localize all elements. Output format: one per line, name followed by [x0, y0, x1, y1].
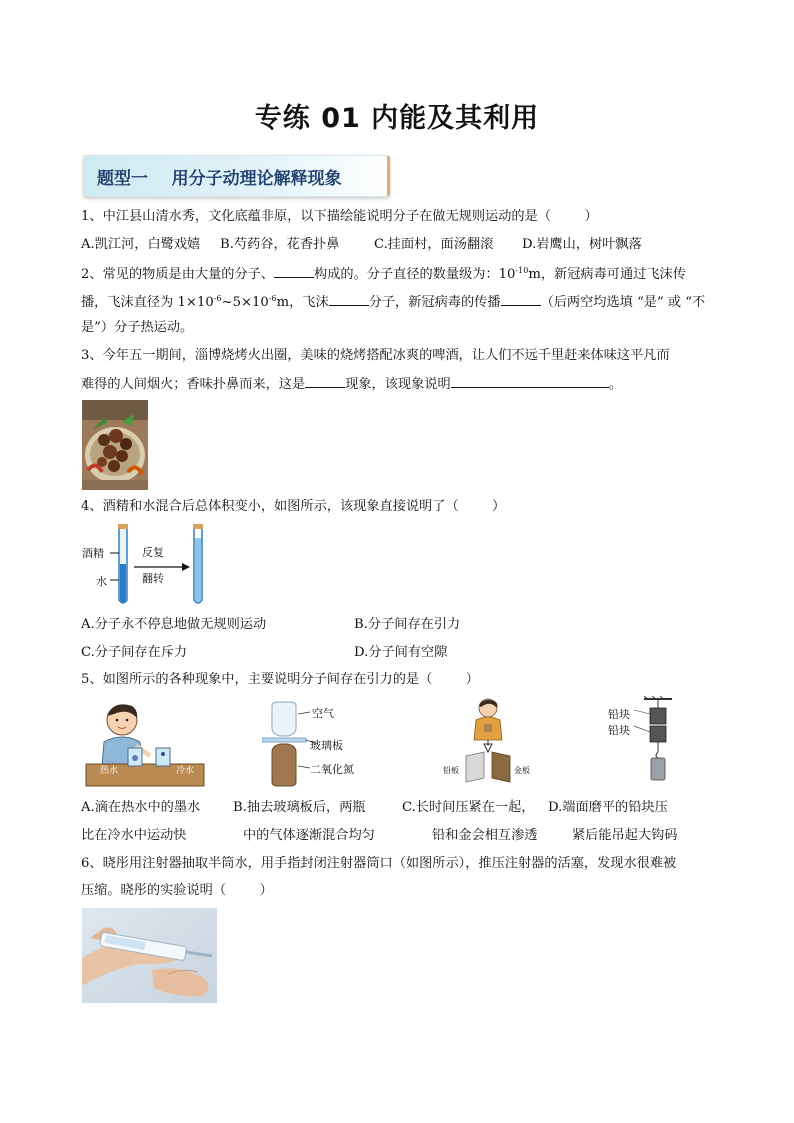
question-2-line-1 — [81, 265, 686, 283]
lead-block-label-bottom: 铅块 — [608, 724, 630, 737]
nitrogen-dioxide-label: 二氧化氮 — [310, 763, 354, 776]
arrow-label-bottom: 翻转 — [142, 572, 164, 585]
question-6-line-2: 压缩。晓彤的实验说明（ ） — [81, 883, 273, 898]
answer-blank — [501, 293, 541, 306]
question-6-line-1: 6、晓彤用注射器抽取半筒水，用手指封闭注射器筒口（如图所示），推压注射器的活塞，发现水很难被 — [81, 856, 677, 871]
q1-option-b: B.芍药谷，花香扑鼻 — [220, 237, 340, 252]
lead-block-figure — [608, 696, 688, 790]
q2-text: m，新冠病毒可通过飞沫传 — [528, 267, 686, 282]
q1-option-c: C.挂面村，面汤翻滚 — [374, 237, 494, 252]
question-3-line-1: 3、今年五一期间，淄博烧烤火出圈，美味的烧烤搭配冰爽的啤酒，让人们不远千里赶来体味这平凡而 — [81, 348, 670, 363]
gold-plate-label: 金板 — [514, 766, 530, 775]
answer-blank — [451, 375, 609, 388]
glass-plate-label: 玻璃板 — [310, 739, 343, 752]
cold-water-label: 冷水 — [176, 766, 195, 776]
q4-option-b: B.分子间存在引力 — [354, 617, 461, 632]
test-tube-figure — [82, 522, 222, 608]
q5-option-c-line-1: C.长时间压紧在一起， — [402, 800, 535, 815]
hot-water-label: 热水 — [100, 766, 119, 776]
page-title: 专练 01 内能及其利用 — [254, 103, 540, 134]
lead-gold-figure — [440, 696, 540, 788]
question-4-stem: 4、酒精和水混合后总体积变小，如图所示，该现象直接说明了（ ） — [81, 499, 506, 514]
q2-text: 播，飞沫直径为 1×10 — [81, 295, 214, 310]
q2-text: 2、常见的物质是由大量的分子、 — [81, 267, 275, 282]
q4-option-c: C.分子间存在斥力 — [81, 645, 188, 660]
q1-option-a: A.凯江河，白鹭戏嬉 — [81, 237, 201, 252]
answer-blank — [274, 265, 314, 278]
q2-text: （后两空均选填 “是” 或 “不 — [540, 295, 706, 310]
barbecue-photo — [82, 400, 148, 490]
q5-option-d-line-1: D.端面磨平的铅块压 — [548, 800, 668, 815]
gas-diffusion-figure — [262, 700, 372, 790]
q2-exponent: -6 — [268, 294, 277, 303]
lead-block-label-top: 铅块 — [608, 708, 630, 721]
ink-diffusion-figure — [84, 696, 208, 790]
water-label: 水 — [96, 575, 107, 588]
q3-text: 难得的人间烟火；香味扑鼻而来，这是 — [81, 377, 306, 392]
q2-text: 分子，新冠病毒的传播 — [368, 295, 501, 310]
q3-text: 。 — [608, 377, 622, 392]
q2-exponent: -10 — [515, 266, 529, 275]
q4-option-a: A.分子永不停息地做无规则运动 — [81, 617, 267, 632]
lead-plate-label: 铅板 — [443, 766, 459, 775]
arrow-label-top: 反复 — [142, 546, 164, 559]
q5-option-a-line-1: A.滴在热水中的墨水 — [81, 800, 201, 815]
q2-exponent: -6 — [213, 294, 222, 303]
q4-option-d: D.分子间有空隙 — [354, 645, 448, 660]
question-3-line-2 — [81, 375, 622, 393]
q3-text: 现象，该现象说明 — [345, 377, 451, 392]
q1-option-d: D.岩鹰山，树叶飘落 — [522, 237, 642, 252]
q2-text: 构成的。分子直径的数量级为：10 — [314, 267, 516, 282]
question-5-stem: 5、如图所示的各种现象中，主要说明分子间存在引力的是（ ） — [81, 672, 479, 687]
section-title: 题型一 用分子动理论解释现象 — [97, 169, 342, 189]
alcohol-label: 酒精 — [82, 547, 104, 560]
question-2-line-3: 是”）分子热运动。 — [81, 320, 194, 335]
question-2-line-2 — [81, 293, 705, 311]
q2-text: m，飞沫 — [276, 295, 329, 310]
q2-text: ~5×10 — [221, 295, 269, 310]
section-header — [83, 155, 390, 197]
q5-option-a-line-2: 比在冷水中运动快 — [81, 828, 187, 843]
air-label: 空气 — [312, 707, 334, 720]
answer-blank — [329, 293, 369, 306]
q5-option-b-line-2: 中的气体逐渐混合均匀 — [243, 828, 375, 843]
q5-option-b-line-1: B.抽去玻璃板后，两瓶 — [233, 800, 366, 815]
q5-option-c-line-2: 铅和金会相互渗透 — [432, 828, 538, 843]
syringe-photo — [82, 908, 217, 1003]
q5-option-d-line-2: 紧后能吊起大钩码 — [572, 828, 678, 843]
answer-blank — [305, 375, 345, 388]
question-1-stem: 1、中江县山清水秀，文化底蕴非原，以下描绘能说明分子在做无规则运动的是（ ） — [81, 209, 598, 224]
